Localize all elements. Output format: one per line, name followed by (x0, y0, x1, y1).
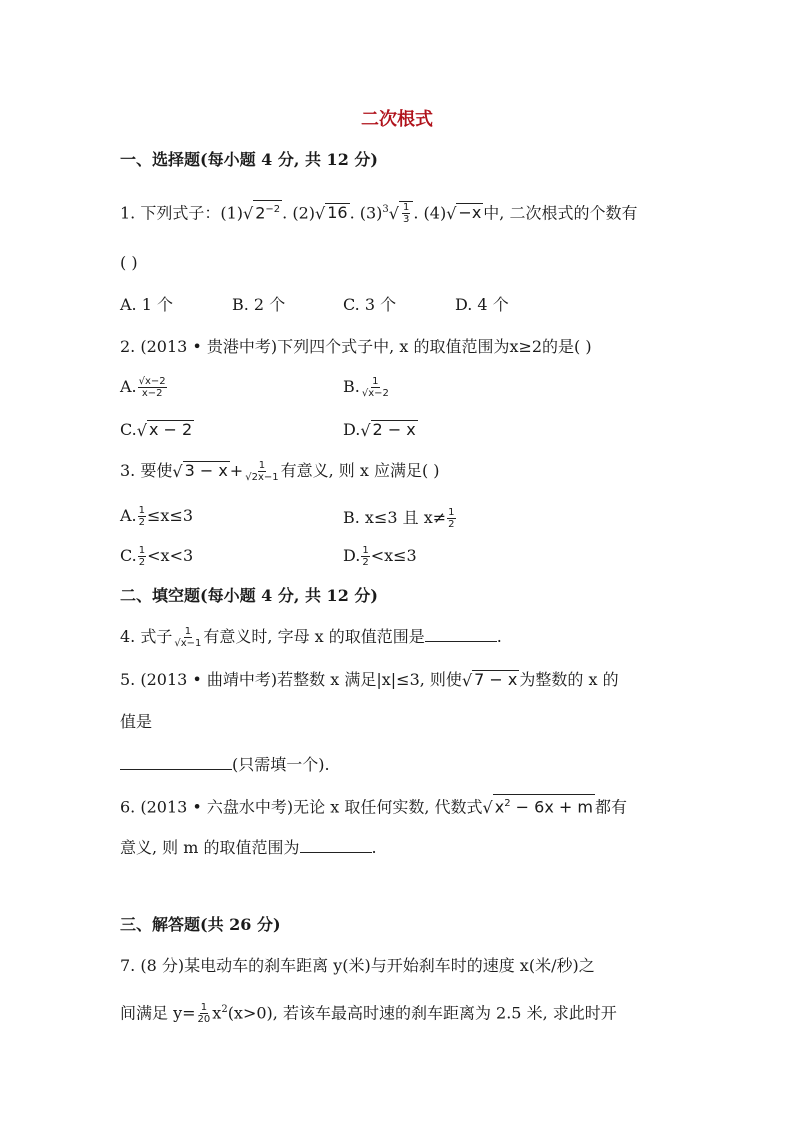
question-5: 5. (2013 • 曲靖中考)若整数 x 满足|x|≤3, 则使√ 7 − x 为整数的 x 的 (120, 670, 619, 690)
q1-radicand-1: $2^{-2}$ (253, 200, 282, 222)
q1-radicand-2: 16 (327, 203, 348, 223)
cube-root-index: 3 (382, 204, 389, 215)
question-1 (120, 200, 637, 225)
q1-sep: . (2) (282, 203, 316, 223)
q1-option-a: A. 1 个 (120, 295, 173, 314)
question-7: 7. (8 分)某电动车的刹车距离 y(米)与开始刹车时的速度 x(米/秒)之 (120, 956, 595, 975)
question-6: 6. (2013 • 六盘水中考)无论 x 取任何实数, 代数式√ $x^2 - 6x + m$ 都有 (120, 794, 627, 818)
q2-option-b: B. $\frac{1}{√x-2}$ (343, 376, 389, 399)
q1-stem: 1. 下列式子：(1) (120, 203, 244, 223)
section-heading-choice: 一、选择题(每小题 4 分, 共 12 分) (120, 150, 378, 169)
section-heading-fill: 二、填空题(每小题 4 分, 共 12 分) (120, 586, 378, 605)
q3-option-c: C. $\frac{1}{2}$ <x<3 (120, 545, 194, 568)
q1-option-b: B. 2 个 (232, 295, 286, 314)
page-title: 二次根式 (361, 109, 433, 130)
q1-radicand-3: $\frac{1}{3}$ (399, 201, 413, 225)
q6-line-2: 意义, 则 m 的取值范围为 . (120, 838, 377, 857)
q4-answer-blank[interactable] (425, 625, 497, 642)
q2-option-a: A. $\frac{√x-2}{x-2}$ (120, 376, 166, 399)
sqrt-sign: √ (315, 203, 326, 223)
q3-option-b: B. x≤3 且 x≠ $\frac{1}{2}$ (343, 507, 455, 530)
q6-answer-blank[interactable] (300, 836, 372, 853)
sqrt-sign: √ (446, 203, 457, 223)
q1-radicand-4: −x (458, 203, 482, 223)
q5-line-2: 值是 (120, 712, 153, 731)
q3-option-d: D. $\frac{1}{2}$ <x≤3 (343, 545, 417, 568)
q1-option-d: D. 4 个 (455, 295, 509, 314)
question-2: 2. (2013 • 贵港中考)下列四个式子中, x 的取值范围为x≥2的是( ) (120, 337, 592, 356)
q1-answer-paren: ( ) (120, 253, 138, 272)
q1-sep: . (4) (413, 203, 447, 223)
q5-line-3: (只需填一个). (120, 753, 330, 775)
q2-option-d: D.√ 2 − x (343, 420, 416, 440)
sqrt-sign: √ (388, 203, 399, 223)
q1-stem-end: 中, 二次根式的个数有 (483, 203, 638, 223)
q1-option-c: C. 3 个 (343, 295, 397, 314)
sqrt-sign: √ (243, 203, 254, 223)
q7-line-2: 间满足 y= $\frac{1}{20}$ $x^2(x>0)$, 若该车最高时速的刹车距离为 2.5 米, 求此时开 (120, 1002, 617, 1026)
question-4: 4. 式子 $\frac{1}{√x-1}$ 有意义时, 字母 x 的取值范围是 . (120, 626, 502, 649)
section-heading-solve: 三、解答题(共 26 分) (120, 915, 281, 934)
q5-answer-blank[interactable] (120, 753, 232, 770)
q2-option-c: C.√ x − 2 (120, 420, 193, 440)
q3-option-a: A. $\frac{1}{2}$ ≤x≤3 (120, 505, 194, 528)
q1-sep: . (3) (349, 203, 383, 223)
question-3: 3. 要使√ 3 − x + $\frac{1}{√2x-1}$ 有意义, 则 x 应满足( ) (120, 460, 440, 483)
